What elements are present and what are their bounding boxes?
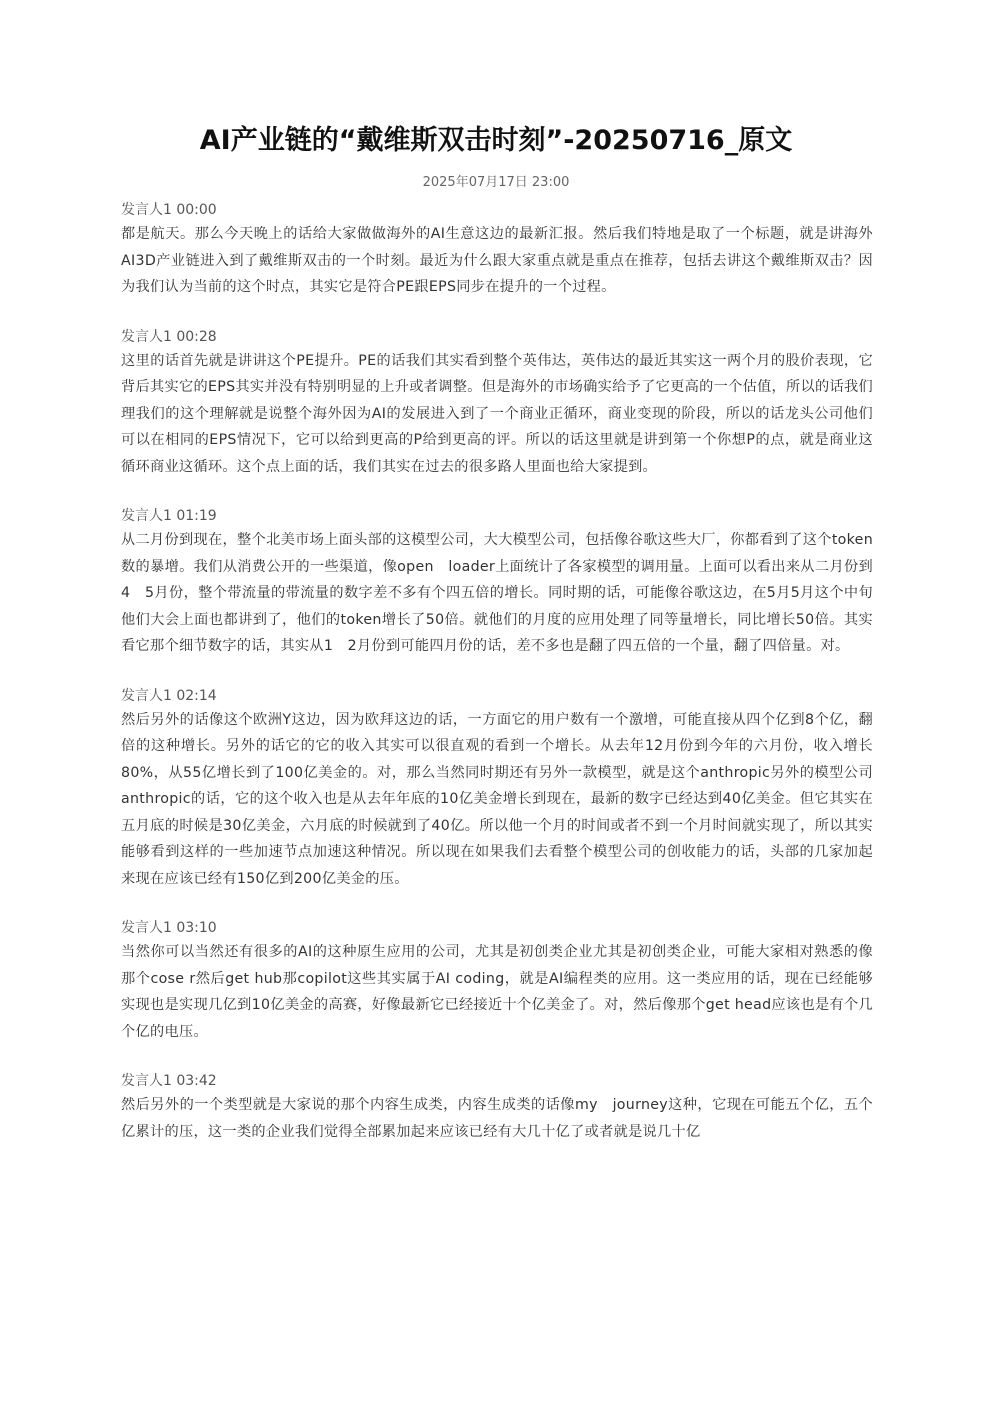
- speaker-timestamp: 发言人1 01:19: [121, 508, 217, 524]
- segment-text: 然后另外的一个类型就是大家说的那个内容生成类，内容生成类的话像my journey这种，它现在可能五个亿，五个亿累计的压，这一类的企业我们觉得全部累加起来应该已经有大几十亿了或者就是说几十亿: [121, 1097, 873, 1140]
- speaker-timestamp: 发言人1 02:14: [121, 687, 217, 704]
- transcript-segment: [121, 505, 873, 660]
- transcript-segment: [121, 199, 873, 301]
- transcript-segment: [121, 326, 873, 481]
- transcript-body: [121, 199, 873, 1170]
- document-title: AI产业链的“戴维斯双击时刻”-20250716_原文: [199, 125, 793, 156]
- segment-text: 然后另外的话像这个欧洲Y这边，因为欧拜这边的话，一方面它的用户数有一个激增，可能直接从四个亿到8个亿，翻倍的这种增长。另外的话它的它的收入其实可以很直观的看到一个增长。从去年12月份到今年的六月份，收入增长80%，从55亿增长到了100亿美金的。对，那么当然同时期还有另外一款模型，就是这个anthropic另外的模型公司anthropic的话，它的这个收入也是从去年年底的10亿美金增长到现在，最新的数字已经达到40亿美金。但它其实在五月底的时候是30亿美金，六月底的时候就到了40亿。所以他一个月的时间或者不到一个月时间就实现了，所以其实能够看到这样的一些加速节点加速这种情况。所以现在如果我们去看整个模型公司的创收能力的话，头部的几家加起来现在应该已经有150亿到200亿美金的压。: [121, 711, 873, 887]
- speaker-timestamp: 发言人1 00:28: [121, 328, 217, 345]
- speaker-timestamp: 发言人1 03:10: [121, 920, 217, 936]
- segment-text: 当然你可以当然还有很多的AI的这种原生应用的公司，尤其是初创类企业尤其是初创类企业，可能大家相对熟悉的像那个cose r然后get hub那copilot这些其实属于AI coding，就是AI编程类的应用。这一类应用的话，现在已经能够实现也是实现几亿到10亿美金的高赛，好像最新它已经接近十个亿美金了。对，然后像那个get head应该也是有个几个亿的电压。: [121, 944, 873, 1040]
- transcript-segment: [121, 1070, 873, 1145]
- transcript-segment: [121, 685, 873, 893]
- speaker-timestamp: 发言人1 00:00: [121, 202, 217, 218]
- document-date: 2025年07月17日 23:00: [422, 175, 570, 190]
- segment-text: 都是航天。那么今天晚上的话给大家做做海外的AI生意这边的最新汇报。然后我们特地是取了一个标题，就是讲海外AI3D产业链进入到了戴维斯双击的一个时刻。最近为什么跟大家重点就是重点在推荐，包括去讲这个戴维斯双击？因为我们认为当前的这个时点，其实它是符合PE跟EPS同步在提升的一个过程。: [121, 226, 873, 295]
- transcript-segment: [121, 917, 873, 1045]
- segment-text: 这里的话首先就是讲讲这个PE提升。PE的话我们其实看到整个英伟达，英伟达的最近其实这一两个月的股价表现，它背后其实它的EPS其实并没有特别明显的上升或者调整。但是海外的市场确实给予了它更高的一个估值，所以的话我们理我们的这个理解就是说整个海外因为AI的发展进入到了一个商业正循环，商业变现的阶段，所以的话龙头公司他们可以在相同的EPS情况下，它可以给到更高的P给到更高的评。所以的话这里就是讲到第一个你想P的点，就是商业这循环商业这循环。这个点上面的话，我们其实在过去的很多路人里面也给大家提到。: [121, 352, 873, 475]
- segment-text: 从二月份到现在，整个北美市场上面头部的这模型公司，大大模型公司，包括像谷歌这些大厂，你都看到了这个token数的暴增。我们从消费公开的一些渠道，像open loader上面统计了各家模型的调用量。上面可以看出来从二月份到4 5月份，整个带流量的带流量的数字差不多有个四五倍的增长。同时期的话，可能像谷歌这边，在5月5月这个中旬他们大会上面也都讲到了，他们的token增长了50倍。就他们的月度的应用处理了同等量增长，同比增长50倍。其实看它那个细节数字的话，其实从1 2月份到可能四月份的话，差不多也是翻了四五倍的一个量，翻了四倍量。对。: [121, 532, 873, 654]
- speaker-timestamp: 发言人1 03:42: [121, 1073, 217, 1089]
